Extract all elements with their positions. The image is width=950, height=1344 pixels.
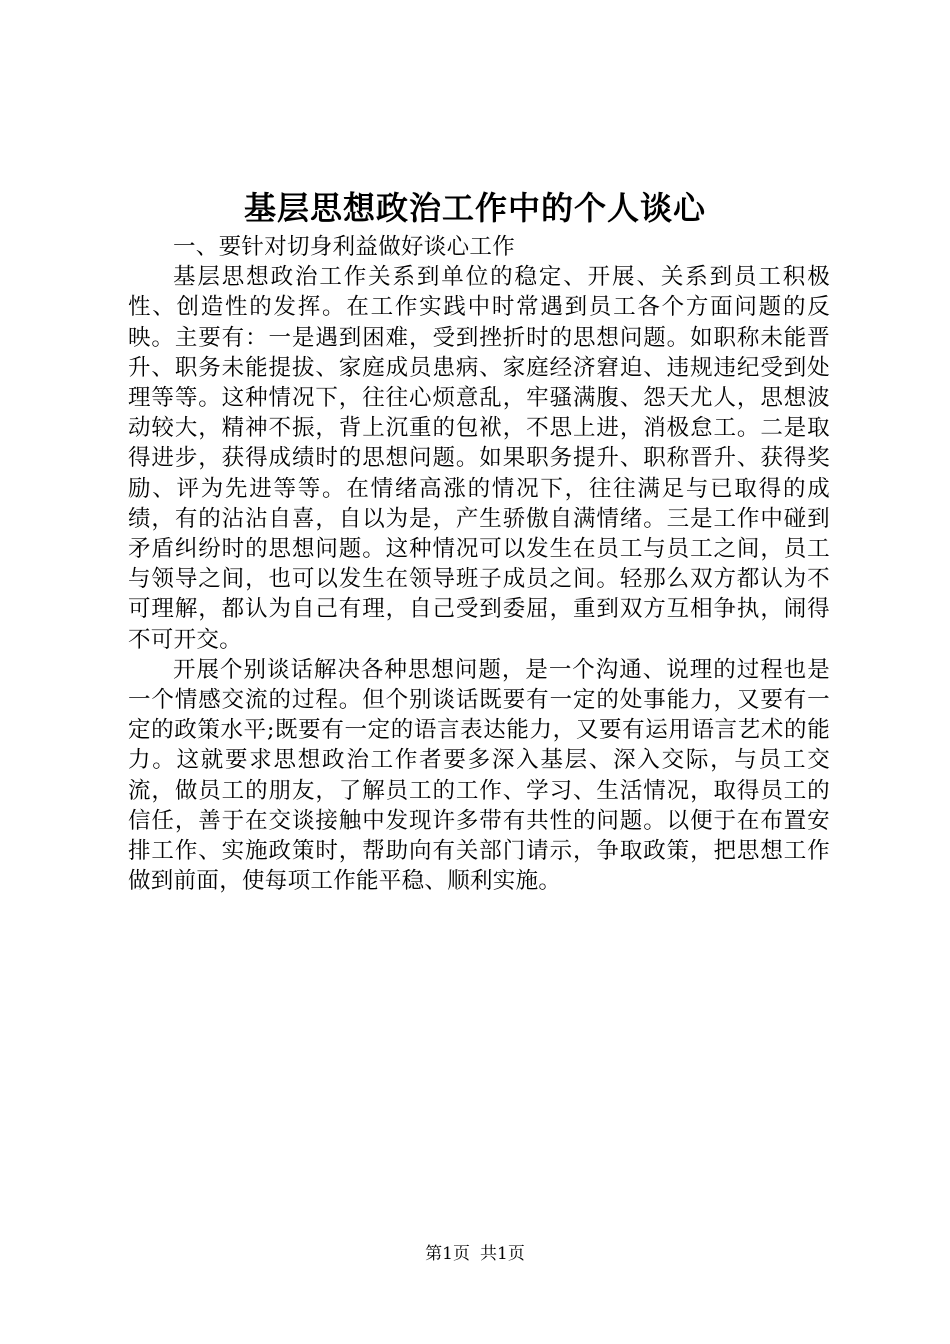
section-heading: 一、要针对切身利益做好谈心工作 bbox=[173, 234, 516, 260]
page-footer bbox=[0, 1242, 950, 1266]
document-body bbox=[128, 232, 830, 896]
page-number-total: 共1页 bbox=[480, 1244, 525, 1264]
document-title: 基层思想政治工作中的个人谈心 bbox=[243, 189, 706, 227]
body-paragraph: 基层思想政治工作关系到单位的稳定、开展、关系到员工积极性、创造性的发挥。在工作实践中时常遇到员工各个方面问题的反映。主要有：一是遇到困难，受到挫折时的思想问题。如职称未能晋升、职务未能提拔、家庭成员患病、家庭经济窘迫、违规违纪受到处理等等。这种情况下，往往心烦意乱，牢骚满腹、怨天尤人，思想波动较大，精神不振，背上沉重的包袱，不思上进，消极怠工。二是取得进步，获得成绩时的思想问题。如果职务提升、职称晋升、获得奖励、评为先进等等。在情绪高涨的情况下，往往满足与已取得的成绩，有的沾沾自喜，自以为是，产生骄傲自满情绪。三是工作中碰到矛盾纠纷时的思想问题。这种情况可以发生在员工与员工之间，员工与领导之间，也可以发生在领导班子成员之间。轻那么双方都认为不可理解，都认为自己有理，自己受到委屈，重到双方互相争执，闹得不可开交。 bbox=[128, 264, 830, 653]
body-paragraph: 开展个别谈话解决各种思想问题，是一个沟通、说理的过程也是一个情感交流的过程。但个别谈话既要有一定的处事能力，又要有一定的政策水平;既要有一定的语言表达能力，又要有运用语言艺术的能力。这就要求思想政治工作者要多深入基层、深入交际，与员工交流，做员工的朋友，了解员工的工作、学习、生活情况，取得员工的信任，善于在交谈接触中发现许多带有共性的问题。以便于在布置安排工作、实施政策时，帮助向有关部门请示，争取政策，把思想工作做到前面，使每项工作能平稳、顺利实施。 bbox=[128, 656, 830, 895]
page-number-current: 第1页 bbox=[425, 1244, 470, 1264]
